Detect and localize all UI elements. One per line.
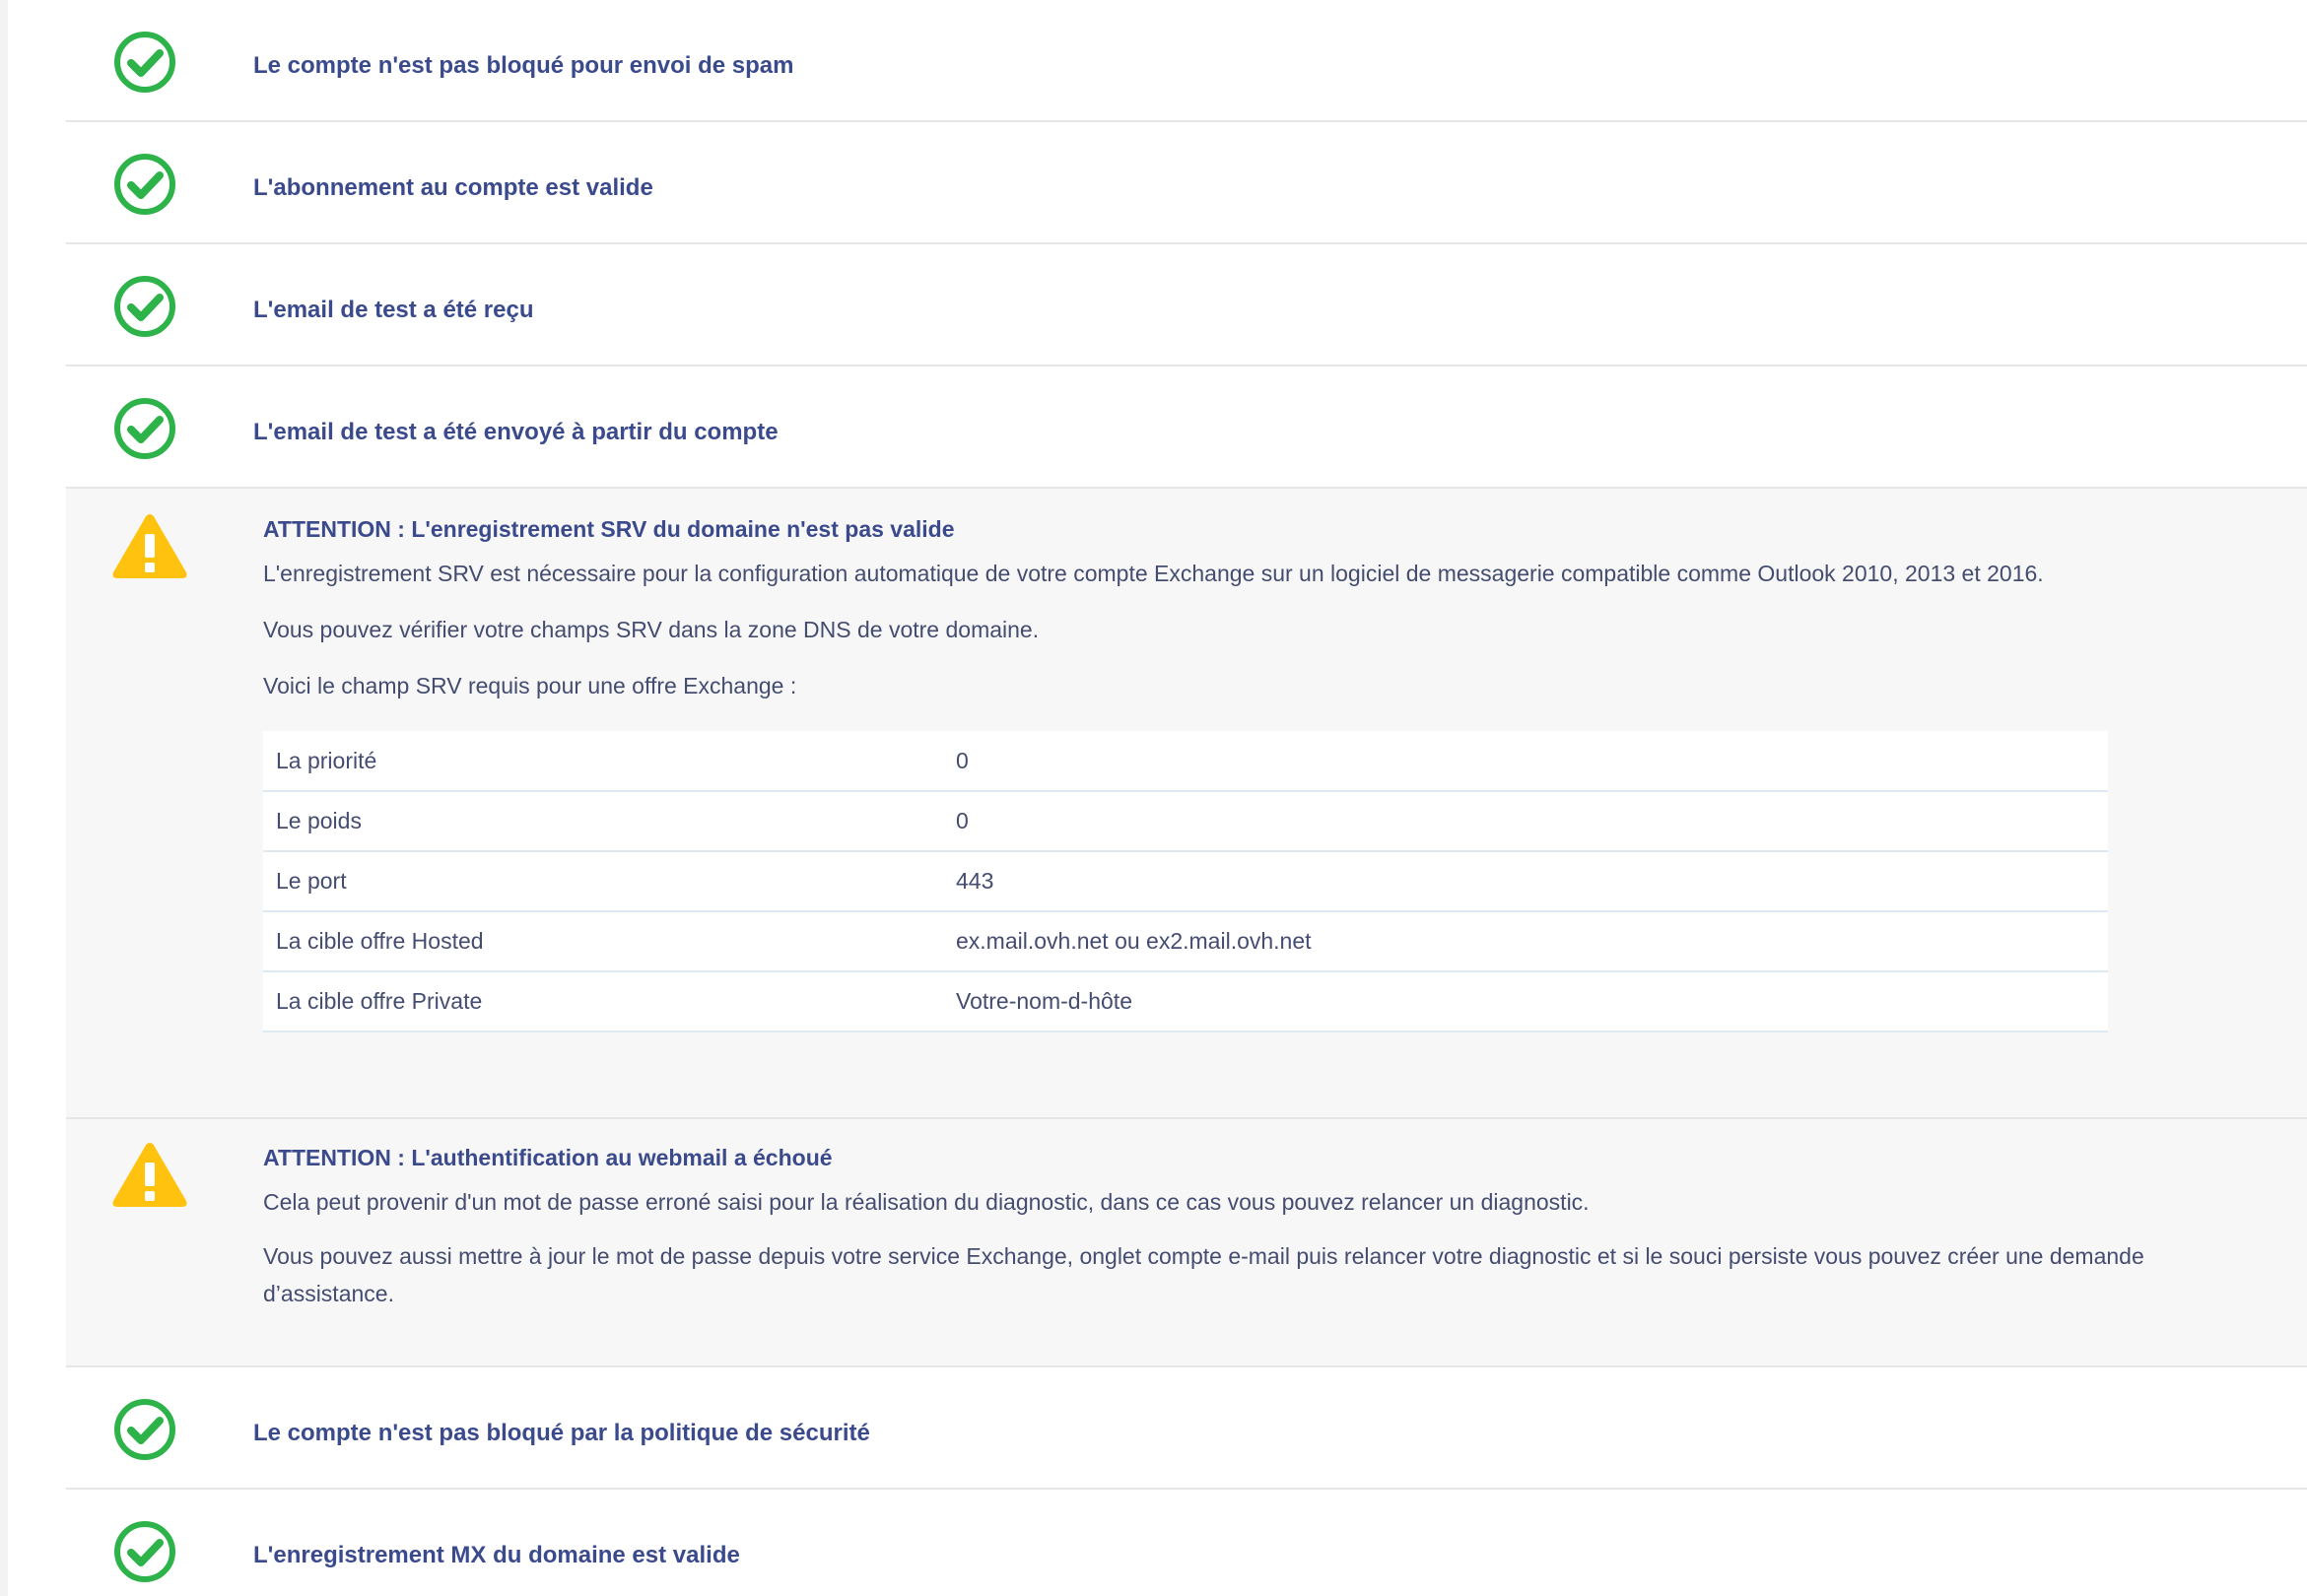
check-row-spam — [66, 0, 2307, 122]
check-circle-icon — [113, 1520, 176, 1583]
check-row-sent — [66, 366, 2307, 489]
diagnostic-list — [66, 0, 2307, 1596]
check-row-mx — [66, 1490, 2307, 1596]
warning-paragraph: Vous pouvez vérifier votre champs SRV dans la zone DNS de votre domaine. — [263, 617, 1040, 642]
srv-field-value: ex.mail.ovh.net ou ex2.mail.ovh.net — [956, 911, 2108, 971]
left-border — [0, 0, 8, 1596]
srv-record-table — [263, 731, 2108, 1032]
srv-field-label: Le poids — [263, 791, 956, 851]
warning-paragraph: Voici le champ SRV requis pour une offre Exchange : — [263, 673, 797, 698]
check-label: Le compte n'est pas bloqué pour envoi de spam — [253, 52, 794, 79]
warning-triangle-icon — [110, 1139, 189, 1210]
warning-title: ATTENTION : L'authentification au webmail a échoué — [263, 1145, 833, 1170]
check-circle-icon — [113, 153, 176, 216]
srv-field-label: La cible offre Private — [263, 971, 956, 1031]
check-label: L'abonnement au compte est valide — [253, 174, 653, 201]
warning-panel-srv — [66, 489, 2307, 1119]
check-row-subscription — [66, 122, 2307, 244]
table-row — [263, 731, 2108, 791]
srv-field-label: La cible offre Hosted — [263, 911, 956, 971]
check-circle-icon — [113, 397, 176, 460]
check-row-received — [66, 244, 2307, 366]
check-circle-icon — [113, 31, 176, 94]
check-label: L'email de test a été envoyé à partir du compte — [253, 419, 779, 445]
srv-field-label: La priorité — [263, 731, 956, 791]
check-circle-icon — [113, 275, 176, 338]
warning-triangle-icon — [110, 510, 189, 581]
table-row — [263, 791, 2108, 851]
warning-paragraph: Vous pouvez aussi mettre à jour le mot de passe depuis votre service Exchange, onglet compte e-mail puis relancer votre diagnostic et si le souci persiste vous pouvez créer une demande d’assistance. — [263, 1243, 2144, 1306]
srv-field-value: 0 — [956, 731, 2108, 791]
srv-field-label: Le port — [263, 851, 956, 911]
check-circle-icon — [113, 1398, 176, 1461]
warning-panel-webmail — [66, 1119, 2307, 1367]
check-label: L'enregistrement MX du domaine est valide — [253, 1542, 740, 1568]
srv-field-value: 443 — [956, 851, 2108, 911]
warning-body — [263, 516, 2218, 704]
warning-title: ATTENTION : L'enregistrement SRV du domaine n'est pas valide — [263, 516, 955, 542]
warning-body — [263, 1145, 2218, 1312]
warning-paragraph: Cela peut provenir d'un mot de passe erroné saisi pour la réalisation du diagnostic, dans ce cas vous pouvez relancer un diagnostic. — [263, 1189, 1590, 1215]
check-row-security — [66, 1367, 2307, 1490]
table-row — [263, 851, 2108, 911]
table-row — [263, 911, 2108, 971]
srv-field-value: 0 — [956, 791, 2108, 851]
table-row — [263, 971, 2108, 1031]
srv-field-value: Votre-nom-d-hôte — [956, 971, 2108, 1031]
check-label: L'email de test a été reçu — [253, 297, 534, 323]
check-label: Le compte n'est pas bloqué par la politique de sécurité — [253, 1420, 870, 1446]
warning-paragraph: L'enregistrement SRV est nécessaire pour la configuration automatique de votre compte Exchange sur un logiciel de messagerie compatible comme Outlook 2010, 2013 et 2016. — [263, 561, 2044, 586]
